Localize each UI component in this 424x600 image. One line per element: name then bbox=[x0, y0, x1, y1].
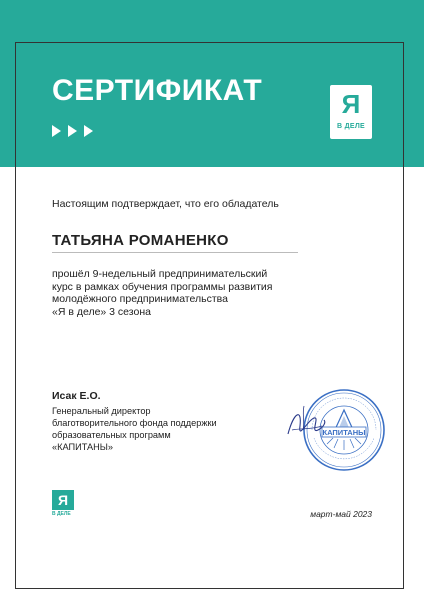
name-underline bbox=[52, 252, 298, 253]
logo-text: В ДЕЛЕ bbox=[336, 123, 366, 130]
signer-name: Исак Е.О. bbox=[52, 390, 101, 402]
handwritten-signature bbox=[280, 400, 330, 450]
play-arrow-icon bbox=[84, 125, 93, 137]
intro-text: Настоящим подтверждает, что его обладатель bbox=[52, 198, 279, 210]
logo-text: В ДЕЛЕ bbox=[52, 511, 71, 517]
play-arrow-icon bbox=[68, 125, 77, 137]
course-description-line: курс в рамках обучения программы развития bbox=[52, 280, 273, 293]
certificate-title: СЕРТИФИКАТ bbox=[52, 74, 263, 107]
recipient-name: ТАТЬЯНА РОМАНЕНКО bbox=[52, 232, 229, 249]
signer-position-line: благотворительного фонда поддержки bbox=[52, 418, 217, 428]
course-description-line: молодёжного предпринимательства bbox=[52, 293, 228, 306]
logo-letter: Я bbox=[341, 89, 361, 119]
ya-v-dele-logo bbox=[330, 85, 372, 139]
play-arrow-icon bbox=[52, 125, 61, 137]
arrow-icons bbox=[52, 124, 100, 142]
signer-position bbox=[52, 405, 252, 453]
course-description-line: прошёл 9-недельный предпринимательский bbox=[52, 268, 268, 280]
course-description-line: «Я в деле» 3 сезона bbox=[52, 305, 151, 318]
signer-position-line: образовательных программ bbox=[52, 430, 171, 440]
signer-position-line: «КАПИТАНЫ» bbox=[52, 442, 114, 452]
logo-letter: Я bbox=[57, 492, 69, 508]
course-description bbox=[52, 268, 352, 318]
stamp-label: КАПИТАНЫ bbox=[322, 428, 366, 437]
course-period: март-май 2023 bbox=[310, 509, 372, 519]
signer-position-line: Генеральный директор bbox=[52, 406, 151, 416]
ya-v-dele-logo-small bbox=[52, 490, 74, 518]
